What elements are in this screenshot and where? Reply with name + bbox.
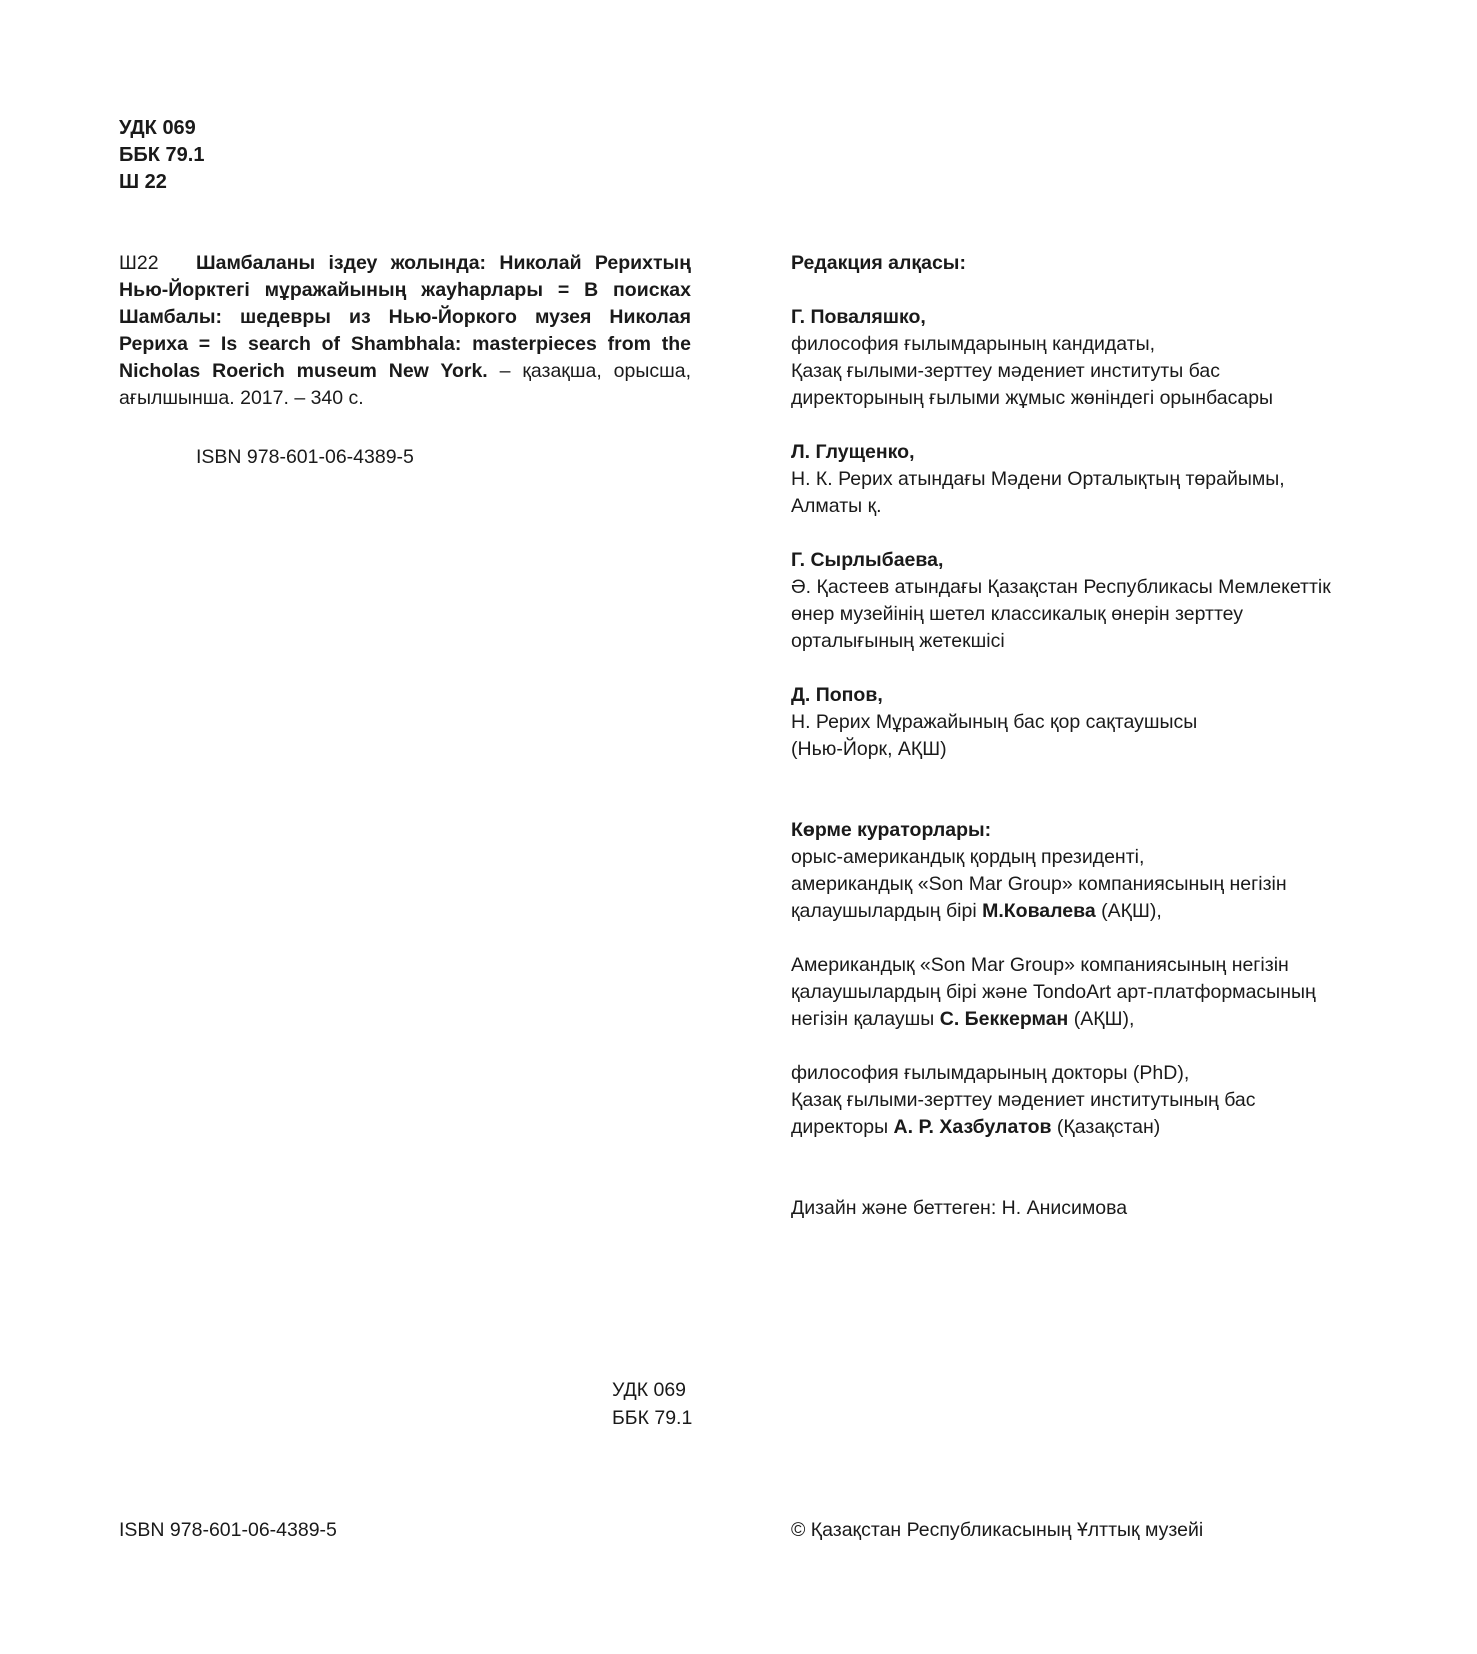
- biblio-code: Ш22: [119, 252, 159, 274]
- member-line: Қазақ ғылыми-зерттеу мәдениет институты бас: [791, 360, 1220, 382]
- top-classification-codes: [119, 115, 204, 196]
- bibliographic-record: [119, 250, 691, 412]
- author-mark: Ш 22: [119, 171, 167, 193]
- copyright-notice: © Қазақстан Республикасының Ұлттық музейі: [791, 1519, 1204, 1541]
- biblio-details: – қазақша, орысша, ағылшынша. 2017. – 340 с.: [119, 360, 691, 409]
- member-line: Ә. Қастеев атындағы Қазақстан Республикасы Мемлекеттік: [791, 576, 1331, 598]
- udk-code: УДК 069: [119, 117, 196, 139]
- design-credit: Дизайн және беттеген: Н. Анисимова: [791, 1197, 1128, 1219]
- member-line: Н. К. Рерих атындағы Мәдени Орталықтың төрайымы,: [791, 468, 1285, 490]
- curator-line: директоры А. Р. Хазбулатов (Қазақстан): [791, 1116, 1161, 1138]
- member-name: Л. Глущенко,: [791, 441, 915, 463]
- bbk-code: ББК 79.1: [119, 144, 205, 166]
- member-line: Н. Рерих Мұражайының бас қор сақтаушысы: [791, 711, 1198, 733]
- curator-line: қалаушылардың бірі М.Ковалева (АҚШ),: [791, 900, 1162, 922]
- member-line: орталығының жетекшісі: [791, 630, 1005, 652]
- editorial-member: [791, 304, 1391, 412]
- editorial-heading: Редакция алқасы:: [791, 252, 966, 274]
- curator-line: Қазақ ғылыми-зерттеу мәдениет институтының бас: [791, 1089, 1256, 1111]
- member-line: Алматы қ.: [791, 495, 882, 517]
- curator-line: қалаушылардың бірі және TondoArt арт-платформасының: [791, 981, 1316, 1003]
- curators-heading: Көрме кураторлары:: [791, 819, 992, 841]
- curator-entry: [791, 844, 1391, 925]
- curator-line: американдық «Son Mar Group» компаниясының негізін: [791, 873, 1287, 895]
- member-line: өнер музейінің шетел классикалық өнерін зерттеу: [791, 603, 1244, 625]
- curator-entry: [791, 1060, 1391, 1141]
- curator-line: орыс-американдық қордың президенті,: [791, 846, 1145, 868]
- bbk-code-bottom: ББК 79.1: [612, 1407, 693, 1429]
- editorial-member: [791, 547, 1391, 655]
- member-line: директорының ғылыми жұмыс жөніндегі орынбасары: [791, 387, 1274, 409]
- curator-name: М.Ковалева: [982, 900, 1096, 922]
- curator-name: С. Беккерман: [939, 1008, 1069, 1030]
- curator-line: негізін қалаушы С. Беккерман (АҚШ),: [791, 1008, 1135, 1030]
- udk-code-bottom: УДК 069: [612, 1379, 687, 1401]
- curator-entry: [791, 952, 1391, 1033]
- curator-name: А. Р. Хазбулатов: [893, 1116, 1052, 1138]
- editorial-member: [791, 439, 1391, 520]
- member-line: философия ғылымдарының кандидаты,: [791, 333, 1156, 355]
- member-name: Г. Поваляшко,: [791, 306, 926, 328]
- curator-line: Американдық «Son Mar Group» компаниясының негізін: [791, 954, 1289, 976]
- biblio-title: Шамбаланы іздеу жолында: Николай Рерихтың Нью-Йорктегі мұражайының жауһарлары = В поисках Шамбалы: шедевры из Нью-Йоркого музея Николая Рериха = Is search of Shambhala: masterpieces from the Nicholas Roerich museum New York.: [119, 252, 691, 382]
- member-name: Д. Попов,: [791, 684, 883, 706]
- member-name: Г. Сырлыбаева,: [791, 549, 944, 571]
- footer-isbn: ISBN 978-601-06-4389-5: [119, 1519, 337, 1541]
- bottom-classification-codes: [612, 1376, 692, 1432]
- biblio-isbn: ISBN 978-601-06-4389-5: [196, 446, 414, 468]
- editorial-member: [791, 682, 1391, 763]
- editorial-column: [791, 250, 1391, 1222]
- curator-line: философия ғылымдарының докторы (PhD),: [791, 1062, 1190, 1084]
- member-line: (Нью-Йорк, АҚШ): [791, 738, 947, 760]
